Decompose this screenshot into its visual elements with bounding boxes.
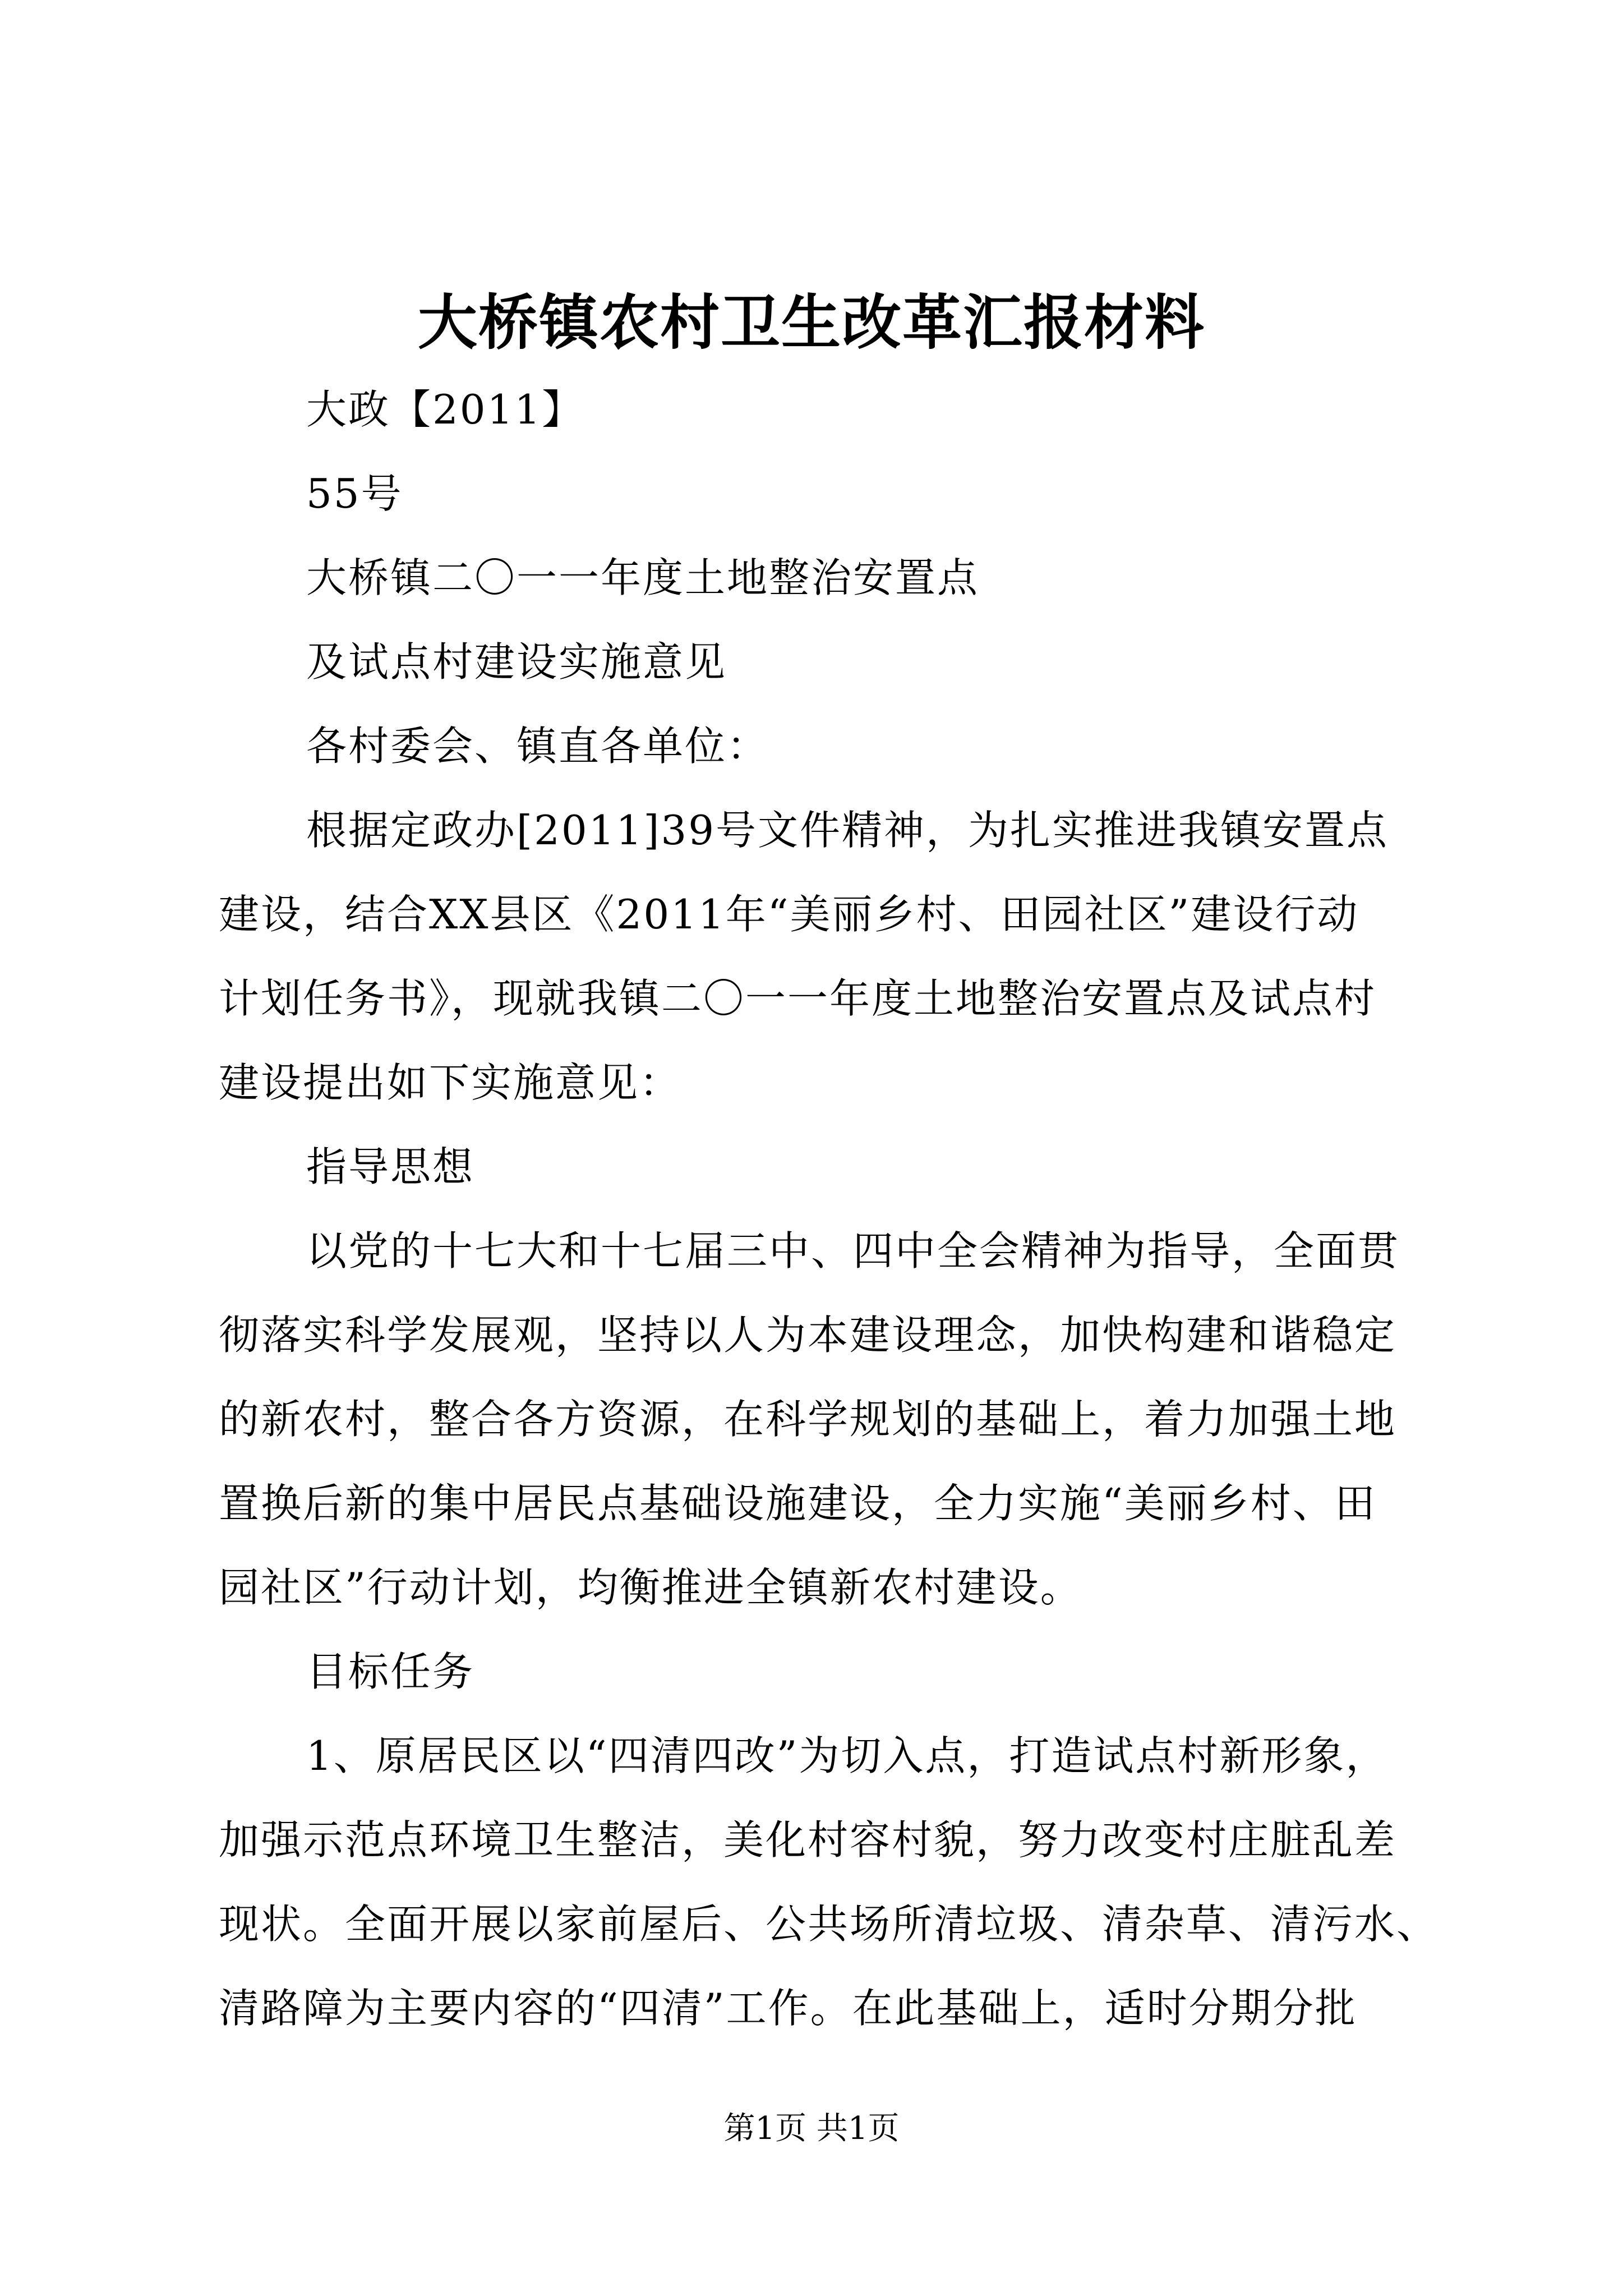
paragraph-line: 建设，结合XX县区《2011年“美丽乡村、田园社区”建设行动 <box>219 891 1359 938</box>
paragraph-line: 根据定政办[2011]39号文件精神，为扎实推进我镇安置点 <box>306 807 1389 854</box>
paragraph-line: 指导思想 <box>306 1143 475 1190</box>
paragraph-line: 彻落实科学发展观，坚持以人为本建设理念，加快构建和谐稳定 <box>219 1312 1397 1359</box>
document-body <box>219 367 1439 2050</box>
page-footer: 第1页 共1页 <box>723 2110 900 2147</box>
paragraph-line: 55号 <box>306 470 403 517</box>
paragraph-line: 1、原居民区以“四清四改”为切入点，打造试点村新形象， <box>306 1732 1388 1779</box>
paragraph-line: 现状。全面开展以家前屋后、公共场所清垃圾、清杂草、清污水、 <box>219 1901 1439 1948</box>
paragraph-line: 加强示范点环境卫生整洁，美化村容村貌，努力改变村庄脏乱差 <box>219 1816 1397 1864</box>
paragraph-line: 计划任务书》，现就我镇二〇一一年度土地整治安置点及试点村 <box>219 975 1377 1022</box>
paragraph-line: 目标任务 <box>306 1648 475 1695</box>
paragraph-line: 清路障为主要内容的“四清”工作。在此基础上，适时分期分批 <box>219 1985 1357 2032</box>
paragraph-line: 以党的十七大和十七届三中、四中全会精神为指导，全面贯 <box>306 1227 1400 1274</box>
paragraph-line: 大桥镇二〇一一年度土地整治安置点 <box>306 554 980 601</box>
paragraph-line: 建设提出如下实施意见： <box>219 1059 682 1106</box>
document-title: 大桥镇农村卫生改革汇报材料 <box>418 287 1205 357</box>
paragraph-line: 置换后新的集中居民点基础设施建设，全力实施“美丽乡村、田 <box>219 1480 1377 1527</box>
paragraph-line: 大政【2011】 <box>306 386 584 433</box>
paragraph-line: 各村委会、镇直各单位： <box>306 723 769 770</box>
paragraph-line: 及试点村建设实施意见 <box>306 638 727 685</box>
paragraph-line: 园社区”行动计划，均衡推进全镇新农村建设。 <box>219 1564 1082 1611</box>
paragraph-line: 的新农村，整合各方资源，在科学规划的基础上，着力加强土地 <box>219 1396 1397 1443</box>
